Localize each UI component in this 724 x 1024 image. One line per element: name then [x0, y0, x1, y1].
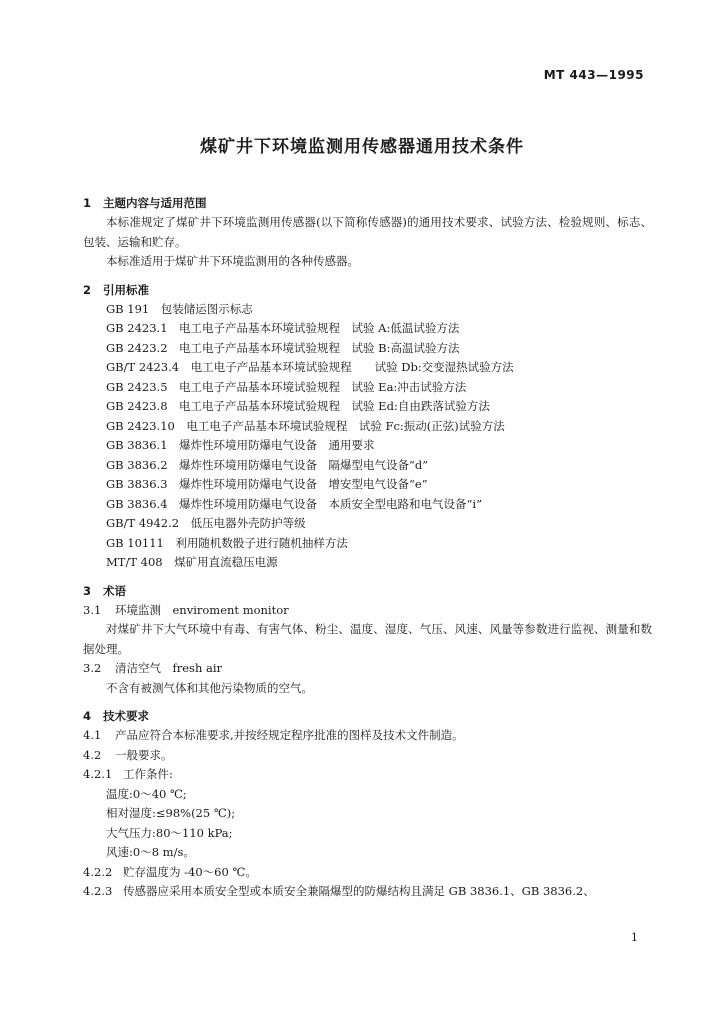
section-heading-4 — [83, 706, 652, 726]
condition-item: 风速:0～8 m/s。 — [106, 845, 195, 859]
term-definition: 不含有被测气体和其他污染物质的空气。 — [106, 680, 313, 695]
clause-number: 4.2.2 — [83, 864, 113, 879]
clause-number: 3.2 — [83, 661, 102, 675]
section-number: 3 — [83, 583, 92, 598]
section-title: 主题内容与适用范围 — [103, 196, 207, 210]
reference-item: GB 3836.3 爆炸性环境用防爆电气设备 增安型电气设备“e” — [106, 477, 428, 491]
term-name: 清洁空气 fresh air — [115, 661, 223, 675]
standard-code: MT 443—1995 — [543, 68, 644, 82]
clause-text: 一般要求。 — [115, 747, 173, 762]
section-title: 术语 — [103, 583, 126, 598]
reference-item: GB 2423.10 电工电子产品基本环境试验规程 试验 Fc:振动(正弦)试验方法 — [106, 418, 505, 433]
section-heading-2 — [83, 280, 652, 300]
clause-text: 工作条件: — [123, 767, 173, 781]
reference-item: GB 3836.2 爆炸性环境用防爆电气设备 隔爆型电气设备“d” — [106, 457, 429, 472]
reference-item: GB 2423.2 电工电子产品基本环境试验规程 试验 B:高温试验方法 — [106, 340, 460, 355]
clause-text: 传感器应采用本质安全型或本质安全兼隔爆型的防爆结构且满足 GB 3836.1、GB 3836.2、 — [123, 884, 595, 898]
reference-item: GB/T 4942.2 低压电器外壳防护等级 — [106, 516, 306, 530]
reference-item: GB 3836.1 爆炸性环境用防爆电气设备 通用要求 — [106, 438, 375, 452]
section-heading-3 — [83, 581, 652, 601]
clause-text: 产品应符合本标准要求,并按经规定程序批准的图样及技术文件制造。 — [115, 728, 464, 742]
clause-text: 贮存温度为 -40～60 ℃。 — [123, 864, 257, 879]
reference-item: GB 2423.1 电工电子产品基本环境试验规程 试验 A:低温试验方法 — [106, 321, 460, 335]
clause — [83, 882, 652, 902]
term-name: 环境监测 enviroment monitor — [115, 602, 289, 617]
clause-number: 3.1 — [83, 602, 102, 617]
clause-number: 4.1 — [83, 728, 102, 742]
term-entry — [83, 659, 652, 679]
page-number: 1 — [631, 931, 638, 944]
reference-item: MT/T 408 煤矿用直流稳压电源 — [106, 555, 278, 569]
condition-item: 相对湿度:≤98%(25 ℃); — [106, 806, 236, 820]
reference-item: GB 191 包装储运图示标志 — [106, 301, 253, 316]
reference-item: GB 2423.8 电工电子产品基本环境试验规程 试验 Ed:自由跌落试验方法 — [106, 399, 490, 413]
clause — [83, 765, 652, 785]
paragraph: 本标准适用于煤矿井下环境监测用的各种传感器。 — [106, 254, 359, 268]
section-number: 4 — [83, 709, 92, 723]
clause-number: 4.2 — [83, 747, 102, 762]
term-definition: 对煤矿井下大气环境中有毒、有害气体、粉尘、温度、湿度、气压、风速、风量等参数进行监视、测量和数据处理。 — [83, 622, 652, 656]
clause-number: 4.2.3 — [83, 884, 113, 898]
section-number: 1 — [83, 196, 92, 210]
clause — [83, 726, 652, 746]
reference-item: GB 10111 利用随机数骰子进行随机抽样方法 — [106, 535, 348, 550]
reference-item: GB 3836.4 爆炸性环境用防爆电气设备 本质安全型电路和电气设备“i” — [106, 496, 482, 511]
section-heading-1 — [83, 193, 652, 213]
section-title: 引用标准 — [103, 282, 149, 297]
document-title: 煤矿井下环境监测用传感器通用技术条件 — [200, 137, 524, 157]
clause — [83, 746, 652, 766]
clause — [83, 863, 652, 883]
clause-number: 4.2.1 — [83, 767, 113, 781]
section-title: 技术要求 — [103, 709, 149, 723]
term-entry — [83, 601, 652, 621]
condition-item: 大气压力:80～110 kPa; — [106, 825, 233, 840]
condition-item: 温度:0～40 ℃; — [106, 786, 187, 801]
document-body — [83, 193, 652, 902]
section-number: 2 — [83, 282, 92, 297]
reference-item: GB/T 2423.4 电工电子产品基本环境试验规程 试验 Db:交变湿热试验方法 — [106, 360, 514, 374]
reference-item: GB 2423.5 电工电子产品基本环境试验规程 试验 Ea:冲击试验方法 — [106, 379, 467, 394]
paragraph: 本标准规定了煤矿井下环境监测用传感器(以下简称传感器)的通用技术要求、试验方法、检验规则、标志、包装、运输和贮存。 — [83, 215, 652, 249]
